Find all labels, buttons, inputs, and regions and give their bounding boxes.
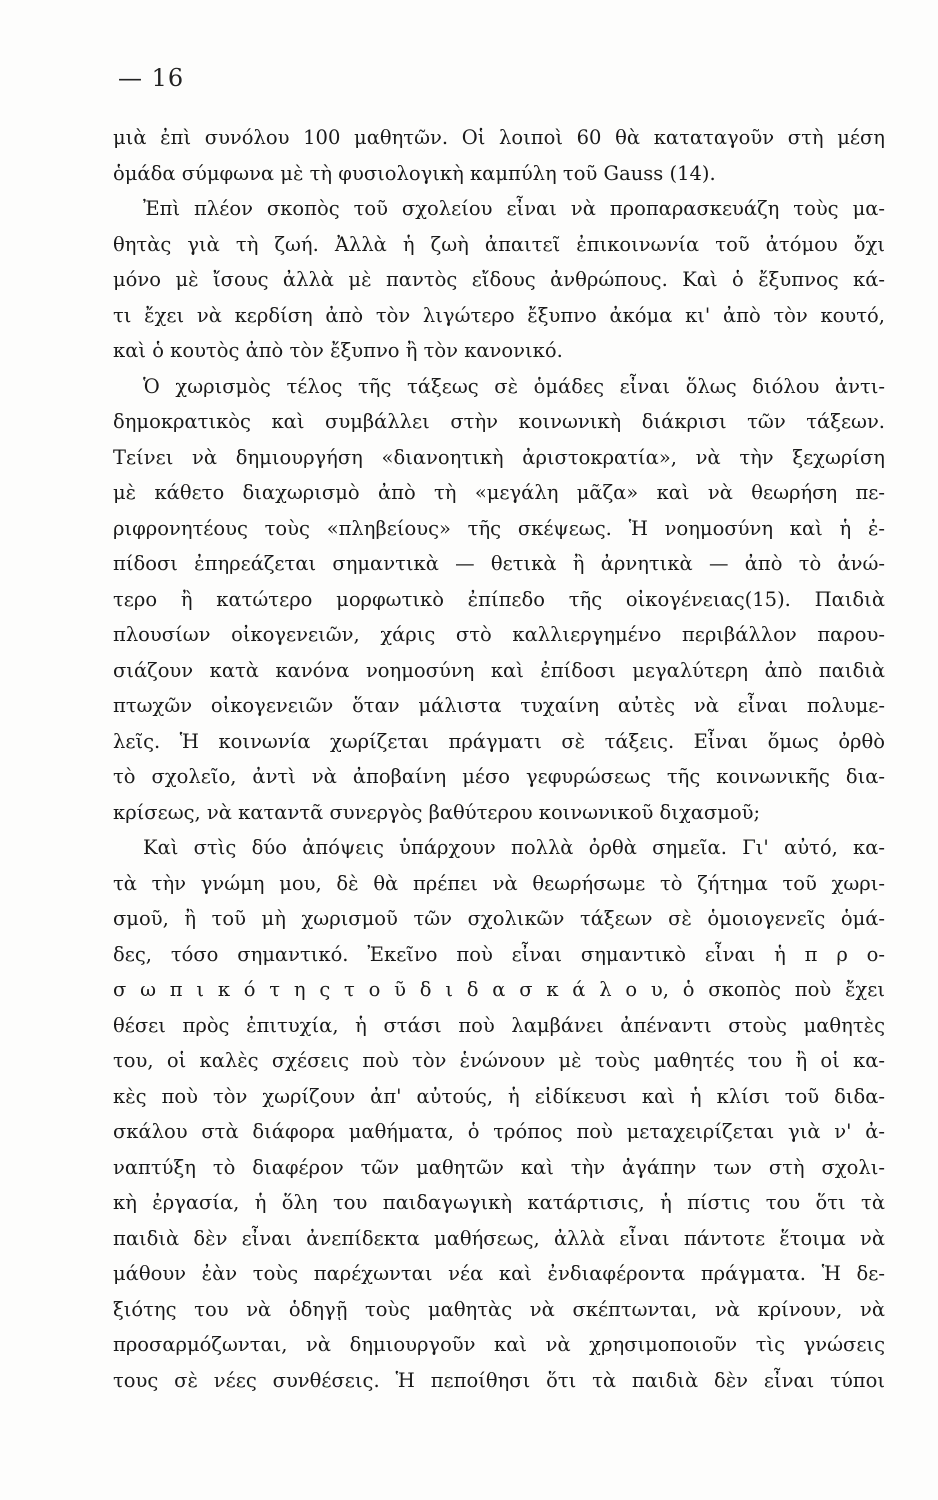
text-line: Τείνει νὰ δημιουργήση «διανοητικὴ ἀριστοκρατία», νὰ τὴν ξεχωρίση	[113, 445, 885, 469]
text-line: τερο ἢ κατώτερο μορφωτικὸ ἐπίπεδο τῆς οἰκογένειας(15). Παιδιὰ	[113, 587, 885, 611]
text-line: τὰ τὴν γνώμη μου, δὲ θὰ πρέπει νὰ θεωρήσωμε τὸ ζήτημα τοῦ χωρι-	[113, 871, 885, 895]
text-line: δες, τόσο σημαντικό. Ἐκεῖνο ποὺ εἶναι σημαντικὸ εἶναι ἡ π ρ ο-	[113, 942, 885, 966]
text-line: λεῖς. Ἡ κοινωνία χωρίζεται πράγματι σὲ τάξεις. Εἶναι ὅμως ὀρθὸ	[113, 729, 885, 753]
body-text	[113, 120, 885, 1398]
text-line: μόνο μὲ ἴσους ἀλλὰ μὲ παντὸς εἴδους ἀνθρώπους. Καὶ ὁ ἔξυπνος κά-	[113, 268, 885, 291]
text-line: μὲ κάθετο διαχωρισμὸ ἀπὸ τὴ «μεγάλη μᾶζα» καὶ νὰ θεωρήση πε-	[113, 481, 885, 504]
text-line: κὲς ποὺ τὸν χωρίζουν ἀπ' αὐτούς, ἡ εἰδίκευσι καὶ ἡ κλίσι τοῦ διδα-	[113, 1084, 885, 1108]
text-line: ναπτύξη τὸ διαφέρον τῶν μαθητῶν καὶ τὴν ἀγάπην των στὴ σχολι-	[113, 1155, 885, 1179]
text-line: μιὰ ἐπὶ συνόλου 100 μαθητῶν. Οἱ λοιποὶ 60 θὰ καταταγοῦν στὴ μέση	[113, 126, 885, 149]
text-line: θέσει πρὸς ἐπιτυχία, ἡ στάσι ποὺ λαμβάνει ἀπέναντι στοὺς μαθητὲς	[113, 1013, 885, 1037]
text-line: τὸ σχολεῖο, ἀντὶ νὰ ἀποβαίνη μέσο γεφυρώσεως τῆς κοινωνικῆς δια-	[113, 765, 885, 788]
text-line: καὶ ὁ κουτὸς ἀπὸ τὸν ἔξυπνο ἢ τὸν κανονικό.	[113, 339, 563, 362]
text-line: τι ἔχει νὰ κερδίση ἀπὸ τὸν λιγώτερο ἔξυπνο ἀκόμα κι' ἀπὸ τὸν κουτό,	[113, 303, 885, 327]
text-line: παιδιὰ δὲν εἶναι ἀνεπίδεκτα μαθήσεως, ἀλλὰ εἶναι πάντοτε ἕτοιμα νὰ	[113, 1226, 885, 1250]
text-line: σμοῦ, ἢ τοῦ μὴ χωρισμοῦ τῶν σχολικῶν τάξεων σὲ ὁμοιογενεῖς ὁμά-	[113, 907, 885, 930]
text-line: κρίσεως, νὰ καταντᾶ συνεργὸς βαθύτερου κοινωνικοῦ διχασμοῦ;	[113, 800, 761, 824]
text-line: του, οἱ καλὲς σχέσεις ποὺ τὸν ἑνώνουν μὲ τοὺς μαθητές του ἢ οἱ κα-	[113, 1049, 885, 1072]
text-line: πίδοσι ἐπηρεάζεται σημαντικὰ — θετικὰ ἢ ἀρνητικὰ — ἀπὸ τὸ ἀνώ-	[113, 552, 885, 575]
text-line: μάθουν ἐὰν τοὺς παρέχωνται νέα καὶ ἐνδιαφέροντα πράγματα. Ἡ δε-	[113, 1262, 885, 1285]
text-line: πλουσίων οἰκογενειῶν, χάρις στὸ καλλιεργημένο περιβάλλον παρου-	[113, 623, 885, 646]
text-line: κὴ ἐργασία, ἡ ὅλη του παιδαγωγικὴ κατάρτισις, ἡ πίστις του ὅτι τὰ	[113, 1191, 885, 1214]
text-line: ριφρονητέους τοὺς «πληβείους» τῆς σκέψεως. Ἡ νοημοσύνη καὶ ἡ ἐ-	[113, 516, 885, 540]
text-line: ξιότης του νὰ ὁδηγῇ τοὺς μαθητὰς νὰ σκέπτωνται, νὰ κρίνουν, νὰ	[113, 1297, 885, 1321]
text-line: Ἐπὶ πλέον σκοπὸς τοῦ σχολείου εἶναι νὰ προπαρασκευάζη τοὺς μα-	[143, 197, 885, 220]
text-line: προσαρμόζωνται, νὰ δημιουργοῦν καὶ νὰ χρησιμοποιοῦν τὶς γνώσεις	[113, 1333, 885, 1356]
text-line: σκάλου στὰ διάφορα μαθήματα, ὁ τρόπος ποὺ μεταχειρίζεται γιὰ ν' ἀ-	[113, 1120, 885, 1143]
text-line: Καὶ στὶς δύο ἀπόψεις ὑπάρχουν πολλὰ ὀρθὰ σημεῖα. Γι' αὐτό, κα-	[143, 836, 885, 859]
text-line: Ὁ χωρισμὸς τέλος τῆς τάξεως σὲ ὁμάδες εἶναι ὅλως διόλου ἀντι-	[143, 374, 885, 398]
text-line: σ ω π ι κ ό τ η ς τ ο ῦ δ ι δ α σ κ ά λ ο υ, ὁ σκοπὸς ποὺ ἔχει	[113, 978, 885, 1001]
page-number: — 16	[118, 64, 185, 92]
text-line: δημοκρατικὸς καὶ συμβάλλει στὴν κοινωνικὴ διάκρισι τῶν τάξεων.	[113, 410, 885, 433]
text-line: σιάζουν κατὰ κανόνα νοημοσύνη καὶ ἐπίδοσι μεγαλύτερη ἀπὸ παιδιὰ	[113, 658, 885, 682]
text-line: θητὰς γιὰ τὴ ζωή. Ἀλλὰ ἡ ζωὴ ἀπαιτεῖ ἐπικοινωνία τοῦ ἀτόμου ὄχι	[113, 232, 885, 256]
text-line: τους σὲ νέες συνθέσεις. Ἡ πεποίθησι ὅτι τὰ παιδιὰ δὲν εἶναι τύποι	[113, 1368, 885, 1392]
text-line: ὁμάδα σύμφωνα μὲ τὴ φυσιολογικὴ καμπύλη τοῦ Gauss (14).	[113, 161, 716, 185]
text-line: πτωχῶν οἰκογενειῶν ὅταν μάλιστα τυχαίνη αὐτὲς νὰ εἶναι πολυμε-	[113, 694, 885, 717]
